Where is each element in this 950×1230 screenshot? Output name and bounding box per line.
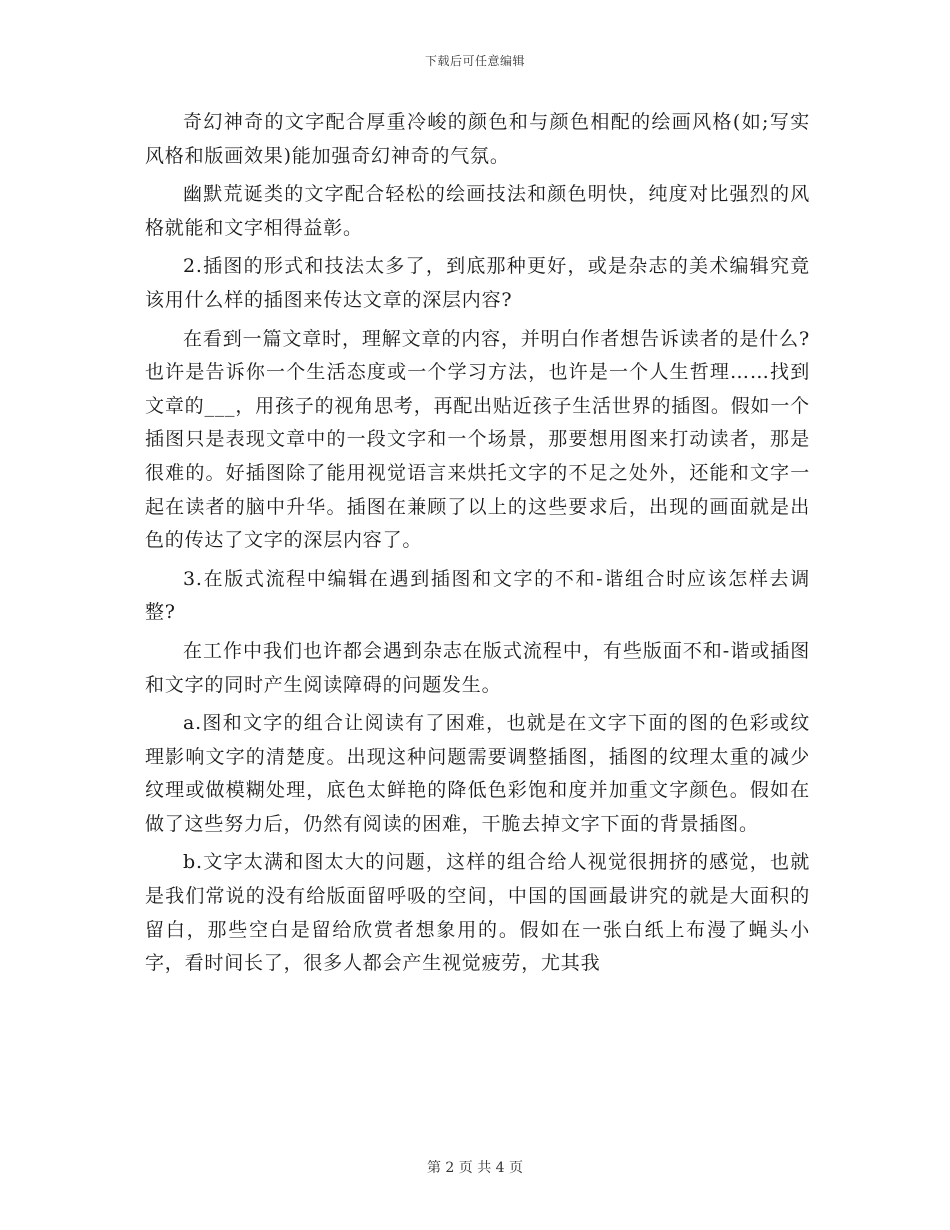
paragraph-question-2: 2.插图的形式和技法太多了，到底那种更好，或是杂志的美术编辑究竟该用什么样的插图来传达文章的深层内容? xyxy=(145,255,810,311)
paragraph-item-b: b.文字太满和图太大的问题，这样的组合给人视觉很拥挤的感觉，也就是我们常说的没有给版面留呼吸的空间，中国的国画最讲究的就是大面积的留白，那些空白是留给欣赏者想象用的。假如在一张白纸上布漫了蝇头小字，看时间长了，很多人都会产生视觉疲劳，尤其我 xyxy=(145,851,810,975)
paragraph-fantasy-style: 奇幻神奇的文字配合厚重冷峻的颜色和与颜色相配的绘画风格(如;写实风格和版画效果)能加强奇幻神奇的气氛。 xyxy=(145,111,810,167)
paragraph-humor-style: 幽默荒诞类的文字配合轻松的绘画技法和颜色明快，纯度对比强烈的风格就能和文字相得益彰。 xyxy=(145,183,810,239)
paragraph-answer-2: 在看到一篇文章时，理解文章的内容，并明白作者想告诉读者的是什么?也许是告诉你一个生活态度或一个学习方法，也许是一个人生哲理……找到文章的___，用孩子的视角思考，再配出贴近孩子生活世界的插图。假如一个插图只是表现文章中的一段文字和一个场景，那要想用图来打动读者，那是很难的。好插图除了能用视觉语言来烘托文字的不足之处外，还能和文字一起在读者的脑中升华。插图在兼顾了以上的这些要求后，出现的画面就是出色的传达了文字的深层内容了。 xyxy=(145,327,810,552)
paragraph-item-a: a.图和文字的组合让阅读有了困难，也就是在文字下面的图的色彩或纹理影响文字的清楚度。出现这种问题需要调整插图，插图的纹理太重的减少纹理或做模糊处理，底色太鲜艳的降低色彩饱和度并加重文字颜色。假如在做了这些努力后，仍然有阅读的困难，干脆去掉文字下面的背景插图。 xyxy=(145,712,810,835)
page-footer: 第 2 页 共 4 页 xyxy=(426,1160,524,1176)
paragraph-question-3: 3.在版式流程中编辑在遇到插图和文字的不和-谐组合时应该怎样去调整? xyxy=(145,567,810,624)
document-body xyxy=(145,106,810,986)
page-header: 下载后可任意编辑 xyxy=(424,54,525,68)
paragraph-answer-3-intro: 在工作中我们也许都会遇到杂志在版式流程中，有些版面不和-谐或插图和文字的同时产生阅读障碍的问题发生。 xyxy=(145,639,810,696)
